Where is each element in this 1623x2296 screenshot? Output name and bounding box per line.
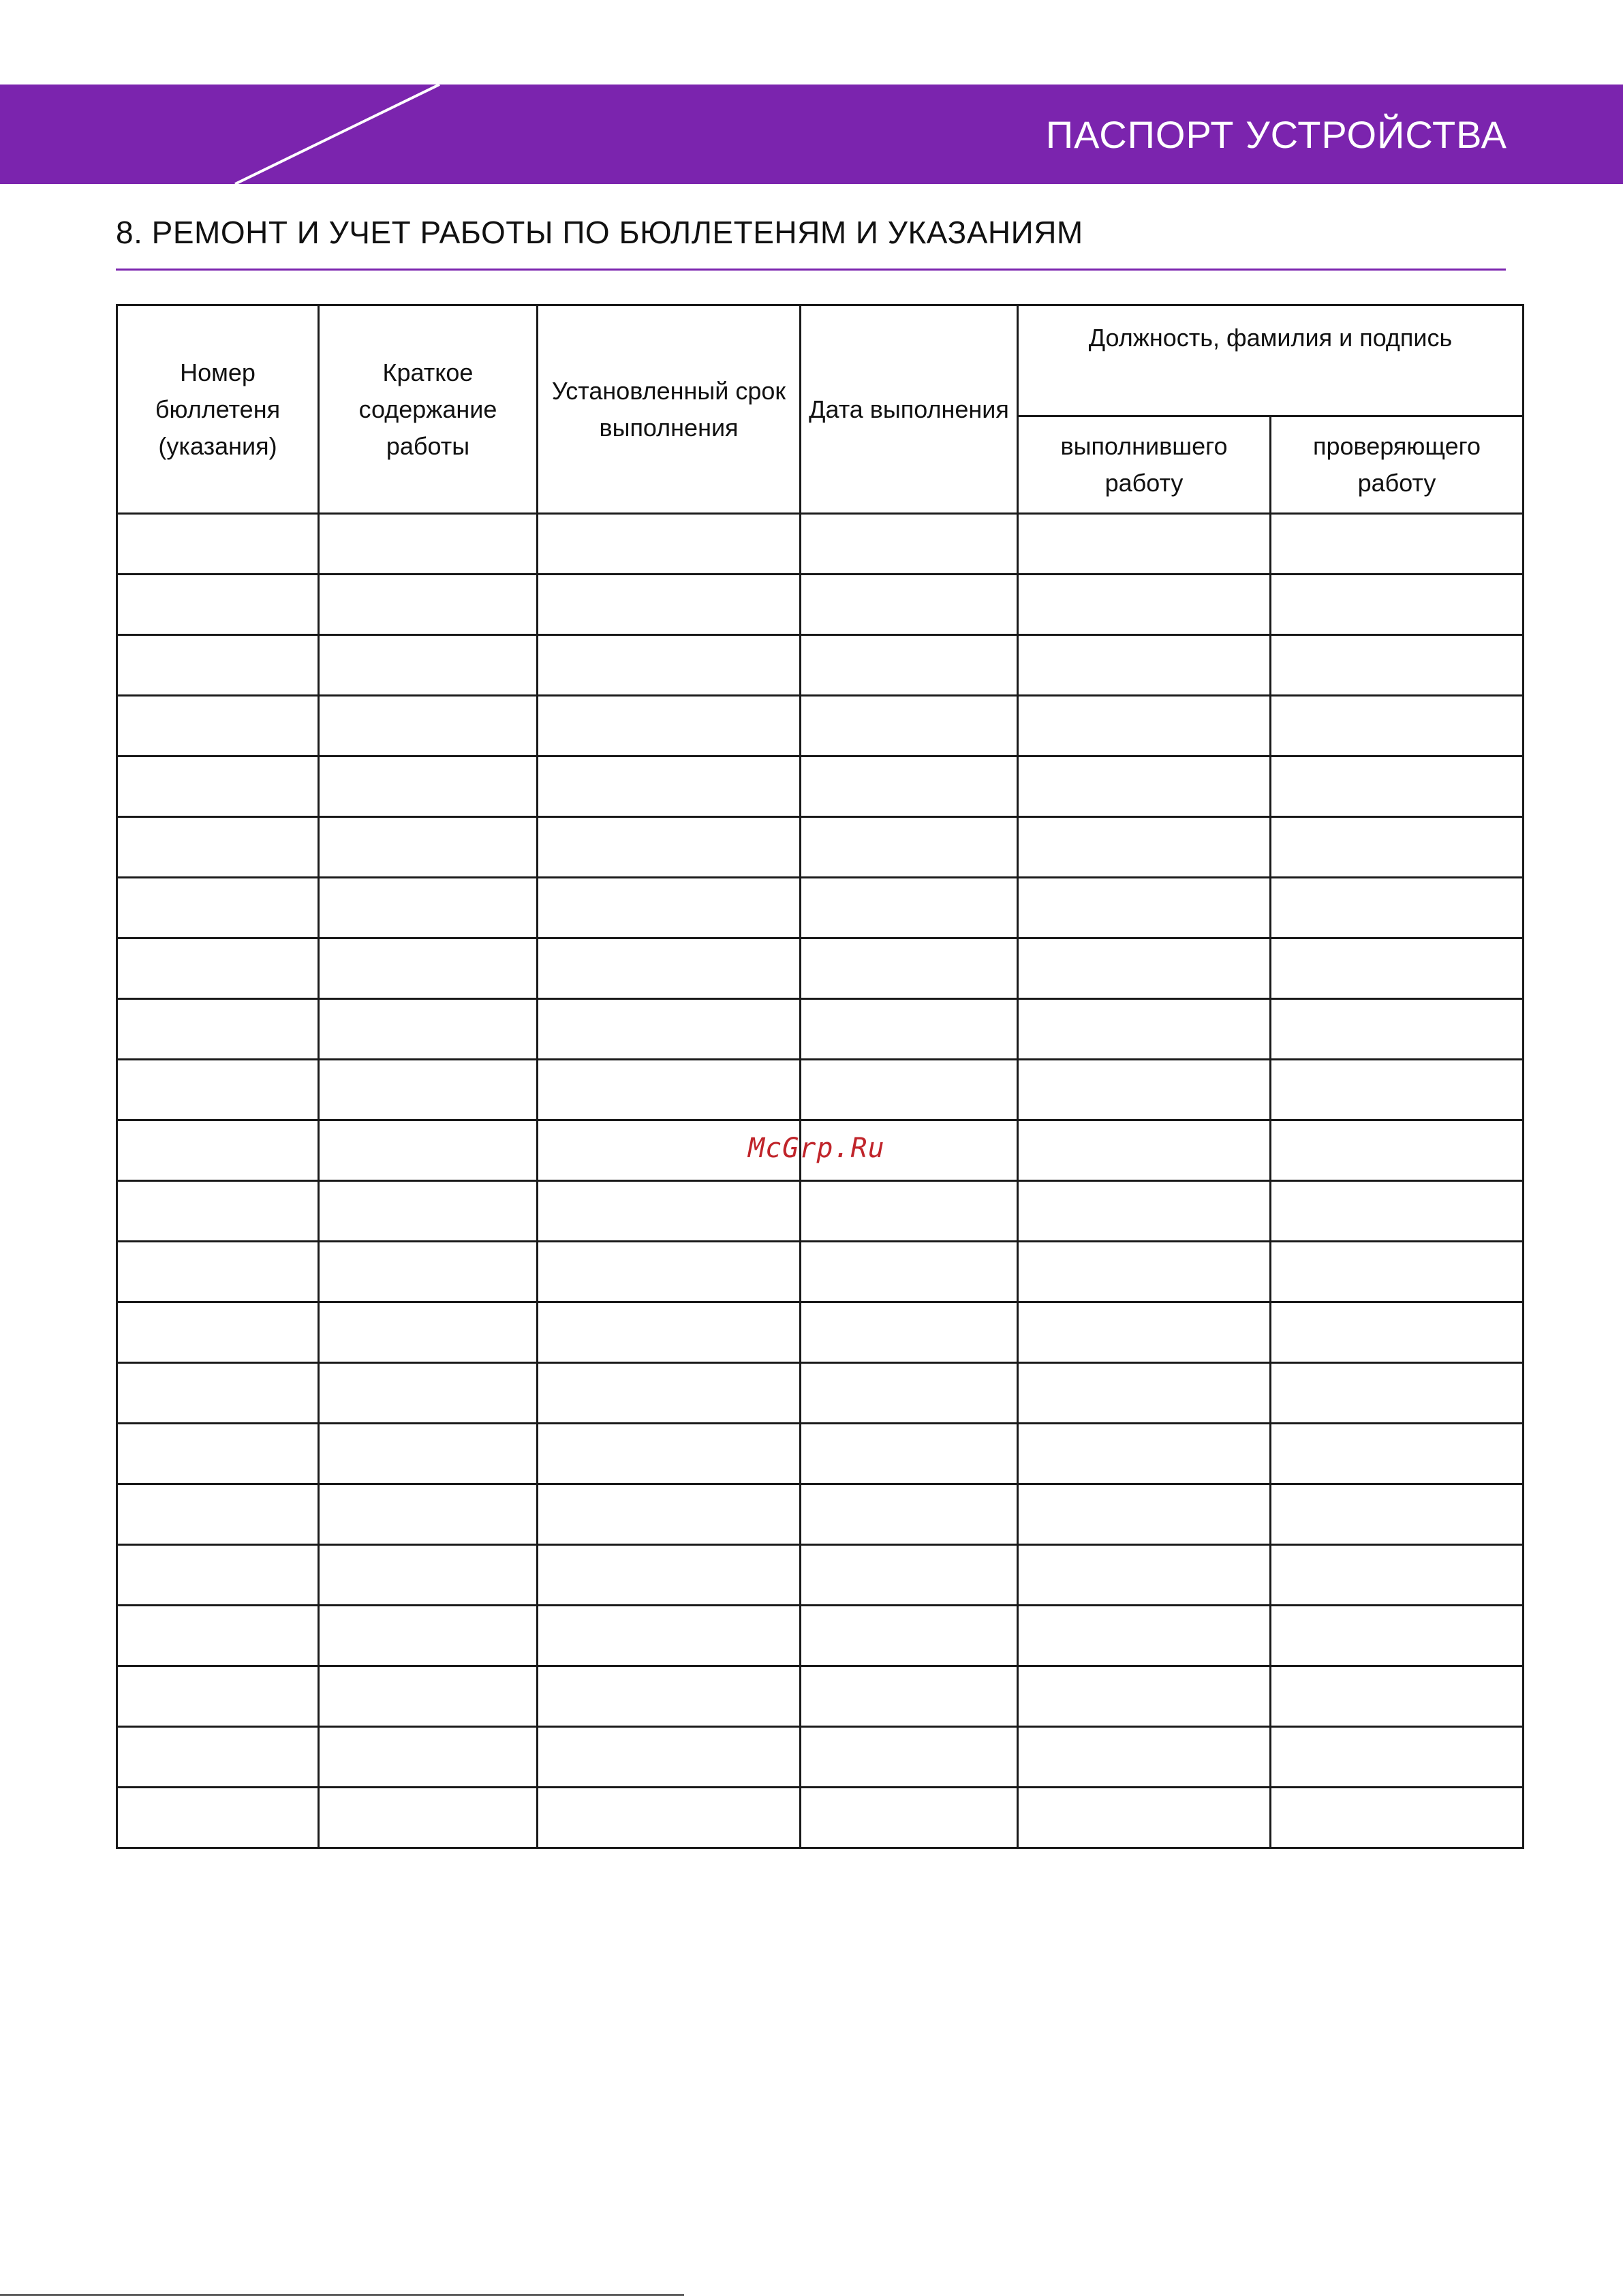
section-title: 8. РЕМОНТ И УЧЕТ РАБОТЫ ПО БЮЛЛЕТЕНЯМ И УКАЗАНИЯМ xyxy=(116,215,1083,250)
blank-cell[interactable] xyxy=(1271,635,1524,696)
blank-cell[interactable] xyxy=(1271,1120,1524,1181)
blank-cell[interactable] xyxy=(117,1060,319,1120)
blank-cell[interactable] xyxy=(801,1727,1018,1788)
blank-cell[interactable] xyxy=(801,575,1018,635)
blank-cell[interactable] xyxy=(319,514,538,575)
blank-cell[interactable] xyxy=(538,1181,801,1242)
blank-cell[interactable] xyxy=(117,514,319,575)
blank-cell[interactable] xyxy=(1271,1666,1524,1727)
table-row xyxy=(117,1242,1524,1302)
blank-cell[interactable] xyxy=(117,1484,319,1545)
blank-cell[interactable] xyxy=(117,1363,319,1424)
blank-cell[interactable] xyxy=(117,1727,319,1788)
blank-cell[interactable] xyxy=(1018,635,1271,696)
table-row xyxy=(117,1484,1524,1545)
blank-cell[interactable] xyxy=(801,938,1018,999)
table-row xyxy=(117,1181,1524,1242)
blank-cell[interactable] xyxy=(319,1484,538,1545)
blank-cell[interactable] xyxy=(117,1788,319,1848)
blank-cell[interactable] xyxy=(801,1666,1018,1727)
blank-cell[interactable] xyxy=(117,635,319,696)
section-divider xyxy=(116,269,1506,271)
blank-cell[interactable] xyxy=(801,1302,1018,1363)
blank-cell[interactable] xyxy=(801,1484,1018,1545)
blank-cell[interactable] xyxy=(1018,1424,1271,1484)
blank-cell[interactable] xyxy=(538,817,801,878)
blank-cell[interactable] xyxy=(1018,1302,1271,1363)
blank-cell[interactable] xyxy=(319,1242,538,1302)
blank-cell[interactable] xyxy=(117,1424,319,1484)
blank-cell[interactable] xyxy=(117,1120,319,1181)
blank-cell[interactable] xyxy=(1271,1424,1524,1484)
blank-cell[interactable] xyxy=(538,1545,801,1606)
blank-cell[interactable] xyxy=(1018,999,1271,1060)
table-row xyxy=(117,1606,1524,1666)
blank-cell[interactable] xyxy=(1271,1242,1524,1302)
blank-cell[interactable] xyxy=(1271,999,1524,1060)
column-header-signature-group: Должность, фамилия и подпись xyxy=(1018,305,1524,416)
blank-cell[interactable] xyxy=(1018,1484,1271,1545)
blank-cell[interactable] xyxy=(1018,1181,1271,1242)
blank-cell[interactable] xyxy=(319,575,538,635)
blank-cell[interactable] xyxy=(801,1788,1018,1848)
blank-cell[interactable] xyxy=(1271,1606,1524,1666)
blank-cell[interactable] xyxy=(801,696,1018,756)
blank-cell[interactable] xyxy=(1018,938,1271,999)
blank-cell[interactable] xyxy=(1018,1788,1271,1848)
blank-cell[interactable] xyxy=(1018,756,1271,817)
blank-cell[interactable] xyxy=(538,756,801,817)
blank-cell[interactable] xyxy=(538,1484,801,1545)
blank-cell[interactable] xyxy=(117,878,319,938)
table-row xyxy=(117,1302,1524,1363)
blank-cell[interactable] xyxy=(801,1424,1018,1484)
blank-cell[interactable] xyxy=(1271,514,1524,575)
blank-cell[interactable] xyxy=(538,878,801,938)
blank-cell[interactable] xyxy=(117,1606,319,1666)
blank-cell[interactable] xyxy=(1018,1242,1271,1302)
column-header-work-summary: Краткое содержание работы xyxy=(319,305,538,514)
table-row xyxy=(117,635,1524,696)
blank-cell[interactable] xyxy=(801,635,1018,696)
table-row xyxy=(117,1363,1524,1424)
blank-cell[interactable] xyxy=(801,878,1018,938)
blank-cell[interactable] xyxy=(1271,1181,1524,1242)
blank-cell[interactable] xyxy=(319,878,538,938)
blank-cell[interactable] xyxy=(319,1727,538,1788)
blank-cell[interactable] xyxy=(319,756,538,817)
blank-cell[interactable] xyxy=(1271,1302,1524,1363)
blank-cell[interactable] xyxy=(319,1788,538,1848)
blank-cell[interactable] xyxy=(1271,1545,1524,1606)
blank-cell[interactable] xyxy=(801,1363,1018,1424)
table-row xyxy=(117,575,1524,635)
blank-cell[interactable] xyxy=(538,1788,801,1848)
blank-cell[interactable] xyxy=(319,1181,538,1242)
blank-cell[interactable] xyxy=(1018,878,1271,938)
table-row xyxy=(117,1424,1524,1484)
blank-cell[interactable] xyxy=(319,1363,538,1424)
table-row xyxy=(117,1788,1524,1848)
column-header-inspector: проверяющего работу xyxy=(1271,416,1524,514)
blank-cell[interactable] xyxy=(538,575,801,635)
blank-cell[interactable] xyxy=(1018,1666,1271,1727)
column-header-completion-date: Дата выполнения xyxy=(801,305,1018,514)
blank-cell[interactable] xyxy=(117,575,319,635)
blank-cell[interactable] xyxy=(319,1606,538,1666)
blank-cell[interactable] xyxy=(1018,514,1271,575)
blank-cell[interactable] xyxy=(117,696,319,756)
blank-cell[interactable] xyxy=(1271,878,1524,938)
blank-cell[interactable] xyxy=(538,1606,801,1666)
table-row xyxy=(117,514,1524,575)
blank-cell[interactable] xyxy=(117,1242,319,1302)
blank-cell[interactable] xyxy=(538,1060,801,1120)
blank-cell[interactable] xyxy=(801,756,1018,817)
blank-cell[interactable] xyxy=(1271,696,1524,756)
blank-cell[interactable] xyxy=(1018,1120,1271,1181)
table-row xyxy=(117,938,1524,999)
blank-cell[interactable] xyxy=(1271,1060,1524,1120)
blank-cell[interactable] xyxy=(538,1727,801,1788)
blank-cell[interactable] xyxy=(117,999,319,1060)
blank-cell[interactable] xyxy=(117,756,319,817)
blank-cell[interactable] xyxy=(319,696,538,756)
blank-cell[interactable] xyxy=(538,1363,801,1424)
table-row xyxy=(117,878,1524,938)
table-row xyxy=(117,999,1524,1060)
blank-cell[interactable] xyxy=(801,1545,1018,1606)
blank-cell[interactable] xyxy=(319,1666,538,1727)
blank-cell[interactable] xyxy=(538,1242,801,1302)
blank-cell[interactable] xyxy=(1271,1788,1524,1848)
blank-cell[interactable] xyxy=(117,1181,319,1242)
table-row xyxy=(117,1727,1524,1788)
blank-cell[interactable] xyxy=(801,1606,1018,1666)
table-row xyxy=(117,696,1524,756)
blank-cell[interactable] xyxy=(1018,817,1271,878)
blank-cell[interactable] xyxy=(319,1545,538,1606)
blank-cell[interactable] xyxy=(1018,1727,1271,1788)
blank-cell[interactable] xyxy=(1018,1606,1271,1666)
blank-cell[interactable] xyxy=(801,1242,1018,1302)
blank-cell[interactable] xyxy=(117,1302,319,1363)
blank-cell[interactable] xyxy=(538,999,801,1060)
blank-cell[interactable] xyxy=(801,514,1018,575)
blank-cell[interactable] xyxy=(319,938,538,999)
column-header-deadline: Установленный срок выполнения xyxy=(538,305,801,514)
blank-cell[interactable] xyxy=(801,1181,1018,1242)
blank-cell[interactable] xyxy=(801,817,1018,878)
blank-cell[interactable] xyxy=(1271,1363,1524,1424)
blank-cell[interactable] xyxy=(538,938,801,999)
blank-cell[interactable] xyxy=(538,1424,801,1484)
table-row xyxy=(117,817,1524,878)
blank-cell[interactable] xyxy=(1271,817,1524,878)
blank-cell[interactable] xyxy=(319,1060,538,1120)
blank-cell[interactable] xyxy=(117,817,319,878)
blank-cell[interactable] xyxy=(319,1302,538,1363)
blank-cell[interactable] xyxy=(1271,575,1524,635)
blank-cell[interactable] xyxy=(319,999,538,1060)
column-header-bulletin-number: Номер бюллетеня (указания) xyxy=(117,305,319,514)
table-row xyxy=(117,1545,1524,1606)
blank-cell[interactable] xyxy=(319,817,538,878)
watermark: McGrp.Ru xyxy=(748,1133,885,1164)
header-banner xyxy=(0,85,1623,184)
blank-cell[interactable] xyxy=(801,999,1018,1060)
blank-cell[interactable] xyxy=(319,635,538,696)
blank-cell[interactable] xyxy=(1018,1545,1271,1606)
blank-cell[interactable] xyxy=(1271,1727,1524,1788)
blank-cell[interactable] xyxy=(538,696,801,756)
blank-cell[interactable] xyxy=(538,635,801,696)
document-title: ПАСПОРТ УСТРОЙСТВА xyxy=(1045,113,1507,156)
blank-cell[interactable] xyxy=(1271,756,1524,817)
table-row xyxy=(117,1666,1524,1727)
blank-cell[interactable] xyxy=(1271,938,1524,999)
blank-cell[interactable] xyxy=(801,1060,1018,1120)
table-body xyxy=(117,514,1524,1848)
blank-cell[interactable] xyxy=(319,1424,538,1484)
table-header-row xyxy=(117,305,1524,416)
blank-cell[interactable] xyxy=(117,1545,319,1606)
blank-cell[interactable] xyxy=(319,1120,538,1181)
blank-cell[interactable] xyxy=(117,938,319,999)
blank-cell[interactable] xyxy=(538,1302,801,1363)
bulletin-work-log-table xyxy=(116,304,1524,1849)
blank-cell[interactable] xyxy=(538,514,801,575)
column-header-performer: выполнившего работу xyxy=(1018,416,1271,514)
blank-cell[interactable] xyxy=(1018,1060,1271,1120)
table-row xyxy=(117,756,1524,817)
blank-cell[interactable] xyxy=(1018,1363,1271,1424)
blank-cell[interactable] xyxy=(117,1666,319,1727)
blank-cell[interactable] xyxy=(538,1666,801,1727)
blank-cell[interactable] xyxy=(1271,1484,1524,1545)
table-row xyxy=(117,1060,1524,1120)
blank-cell[interactable] xyxy=(1018,696,1271,756)
blank-cell[interactable] xyxy=(1018,575,1271,635)
